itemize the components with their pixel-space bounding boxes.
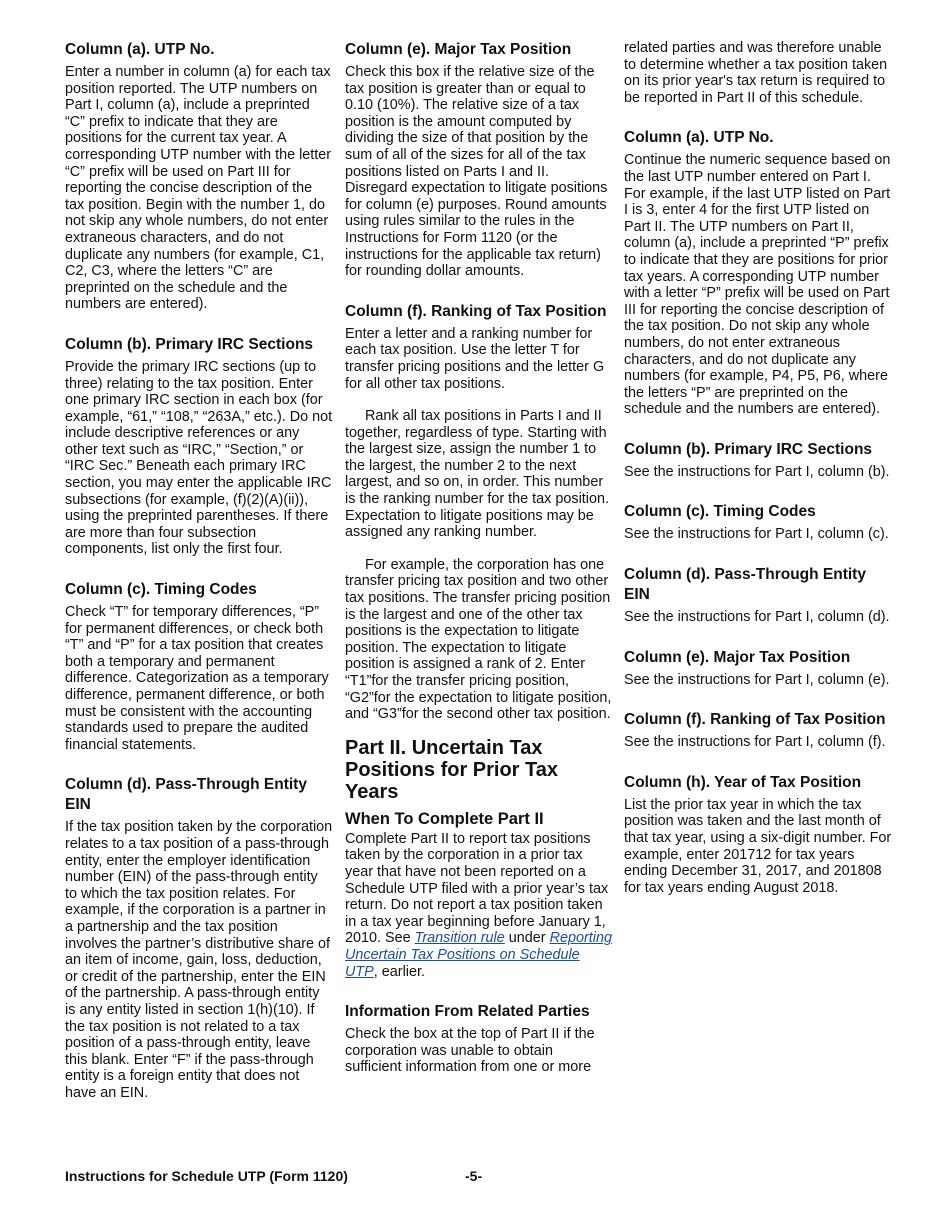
column-left: [65, 40, 333, 1123]
paragraph-part2-col-f: See the instructions for Part I, column (f).: [624, 734, 886, 751]
heading-part2-col-b: Column (b). Primary IRC Sections: [624, 440, 873, 458]
paragraph-when-to-complete: [345, 831, 613, 980]
link-transition-rule[interactable]: Transition rule: [414, 930, 505, 947]
heading-col-d-pass-through-ein: Column (d). Pass-Through Entity EIN: [65, 776, 307, 814]
paragraph-part2-col-h: List the prior tax year in which the tax position was taken and the last month of that tax year, using a six-digit number. For example, enter 201712 for tax years ending December 31, 2017, and 201808 for tax years ending August 2018.: [624, 796, 892, 896]
heading-col-a-utp-no: Column (a). UTP No.: [65, 41, 215, 58]
paragraph-part2-col-b: See the instructions for Part I, column (b).: [624, 463, 890, 480]
heading-part2-col-f: Column (f). Ranking of Tax Position: [624, 711, 886, 729]
when-text-b: under: [504, 930, 550, 947]
column-middle: [345, 40, 613, 1098]
paragraph-col-b: Provide the primary IRC sections (up to three) relating to the tax position. Enter one primary IRC section in each box (for example, “61,” “108,” “263A,” etc.). Do not include descriptive references or any other text such as “IRC,” “Section,” or “IRC Sec.” Beneath each primary IRC section, you may enter the applicable IRC subsections (for example, (f)(2)(A)(ii)), using the preprinted parentheses. If there are more than four subsection components, list only the first four.: [65, 358, 333, 558]
when-text-c: , earlier.: [373, 963, 425, 980]
paragraph-part2-col-e: See the instructions for Part I, column (e).: [624, 671, 890, 688]
heading-part2-col-e: Column (e). Major Tax Position: [624, 648, 851, 666]
footer-title: Instructions for Schedule UTP (Form 1120): [65, 1168, 348, 1184]
heading-col-b-irc-sections: Column (b). Primary IRC Sections: [65, 335, 314, 353]
paragraph-col-a: Enter a number in column (a) for each tax position reported. The UTP numbers on Part I, column (a), include a preprinted “C” prefix to indicate that they are positions for the current tax year. A corresponding UTP number with the letter “C” prefix will be used on Part III for reporting the concise description of the tax position. Begin with the number 1, do not skip any whole numbers, do not enter extraneous characters, and do not duplicate any numbers (for example, C1, C2, C3, where the letters “C” are preprinted on the schedule and the numbers are entered).: [65, 64, 332, 313]
paragraph-col-d: If the tax position taken by the corporation relates to a tax position of a pass-through entity, enter the employer identification number (EIN) of the pass-through entity to which the tax position relates. For example, if the corporation is a partner in a partnership and the tax position involves the partner’s distributive share of an item of income, gain, loss, deduction, or credit of the partnership, enter the EIN of the partnership. A pass-through entity is any entity listed in section 1(h)(10). If the tax position is not related to a tax position of a pass-through entity, leave this blank. Enter “F” if the pass-through entity is a foreign entity that does not have an EIN.: [65, 819, 333, 1101]
paragraph-related-parties-continued: related parties and was therefore unable to determine whether a tax position taken on its prior year's tax return is required to be reported in Part II of this schedule.: [624, 40, 888, 106]
paragraph-col-f-1: Enter a letter and a ranking number for each tax position. Use the letter T for transfer pricing positions and the letter G for all other tax positions.: [345, 325, 605, 392]
when-text-a: Complete Part II to report tax positions taken by the corporation in a prior tax year that have not been reported on a Schedule UTP filed with a prior year’s tax return. Do not report a tax position taken in a tax year beginning before January 1, 2010. See: [345, 830, 609, 947]
heading-info-related-parties: Information From Related Parties: [345, 1003, 590, 1021]
paragraph-part2-col-d: See the instructions for Part I, column (d).: [624, 609, 890, 626]
paragraph-col-e: Check this box if the relative size of the tax position is greater than or equal to 0.10 (10%). The relative size of a tax position is the amount computed by dividing the size of that position by the sum of all of the sizes for all of the tax positions listed on Parts I and II. Disregard expectation to litigate positions for column (e) purposes. Round amounts using rules similar to the rules in the Instructions for Form 1120 (or the instructions for the applicable tax return) for rounding dollar amounts.: [345, 64, 608, 280]
heading-part2-col-c: Column (c). Timing Codes: [624, 503, 816, 521]
paragraph-info-related-parties: Check the box at the top of Part II if the corporation was unable to obtain sufficient information from one or more: [345, 1026, 595, 1076]
link-reporting-uncertain-tax-positions[interactable]: Reporting Uncertain Tax Positions on Schedule UTP: [345, 930, 612, 980]
heading-col-e-major-tax-position: Column (e). Major Tax Position: [345, 41, 572, 58]
paragraph-col-f-3: For example, the corporation has one transfer pricing tax position and two other tax positions. The transfer pricing position is the largest and one of the other tax positions is the expectation to litigate position. The expectation to litigate position is assigned a rank of 2. Enter “T1”for the transfer pricing position, “G2”for the expectation to litigate position, and “G3”for the second other tax position.: [345, 556, 612, 723]
heading-part2-col-d: Column (d). Pass-Through Entity EIN: [624, 566, 866, 604]
page-number: -5-: [465, 1168, 483, 1184]
heading-when-to-complete: When To Complete Part II: [345, 809, 544, 828]
paragraph-part2-col-a: Continue the numeric sequence based on the last UTP number entered on Part I. For example, if the last UTP listed on Part I is 3, enter 4 for the first UTP listed on Part II. The UTP numbers on Part II, column (a), include a preprinted “P” prefix to indicate that they are positions for prior tax years. A corresponding UTP number with a letter “P” prefix will be used on Part III for reporting the concise description of the tax position. Do not skip any whole numbers, do not enter extraneous characters, and do not duplicate any numbers (for example, P4, P5, P6, where the letters “P” are preprinted on the schedule and the numbers are entered).: [624, 152, 891, 418]
heading-col-f-ranking: Column (f). Ranking of Tax Position: [345, 302, 607, 320]
heading-part2-col-h: Column (h). Year of Tax Position: [624, 773, 862, 791]
heading-part2-col-a: Column (a). UTP No.: [624, 129, 774, 147]
column-right: [624, 40, 892, 918]
heading-col-c-timing-codes: Column (c). Timing Codes: [65, 581, 257, 599]
paragraph-col-c: Check “T” for temporary differences, “P” for permanent differences, or check both “T” and “P” for a tax position that creates both a temporary and permanent difference. Categorization as a temporary difference, permanent difference, or both must be consistent with the accounting standards used to prepare the audited financial statements.: [65, 604, 329, 753]
paragraph-part2-col-c: See the instructions for Part I, column (c).: [624, 526, 889, 543]
paragraph-col-f-2: Rank all tax positions in Parts I and II together, regardless of type. Starting with the largest size, assign the number 1 to the largest, the number 2 to the next largest, and so on, in order. This number is the ranking number for the tax position. Expectation to litigate positions may be assigned any ranking number.: [345, 408, 609, 541]
heading-part-ii: Part II. Uncertain Tax Positions for Prior Tax Years: [345, 736, 558, 803]
